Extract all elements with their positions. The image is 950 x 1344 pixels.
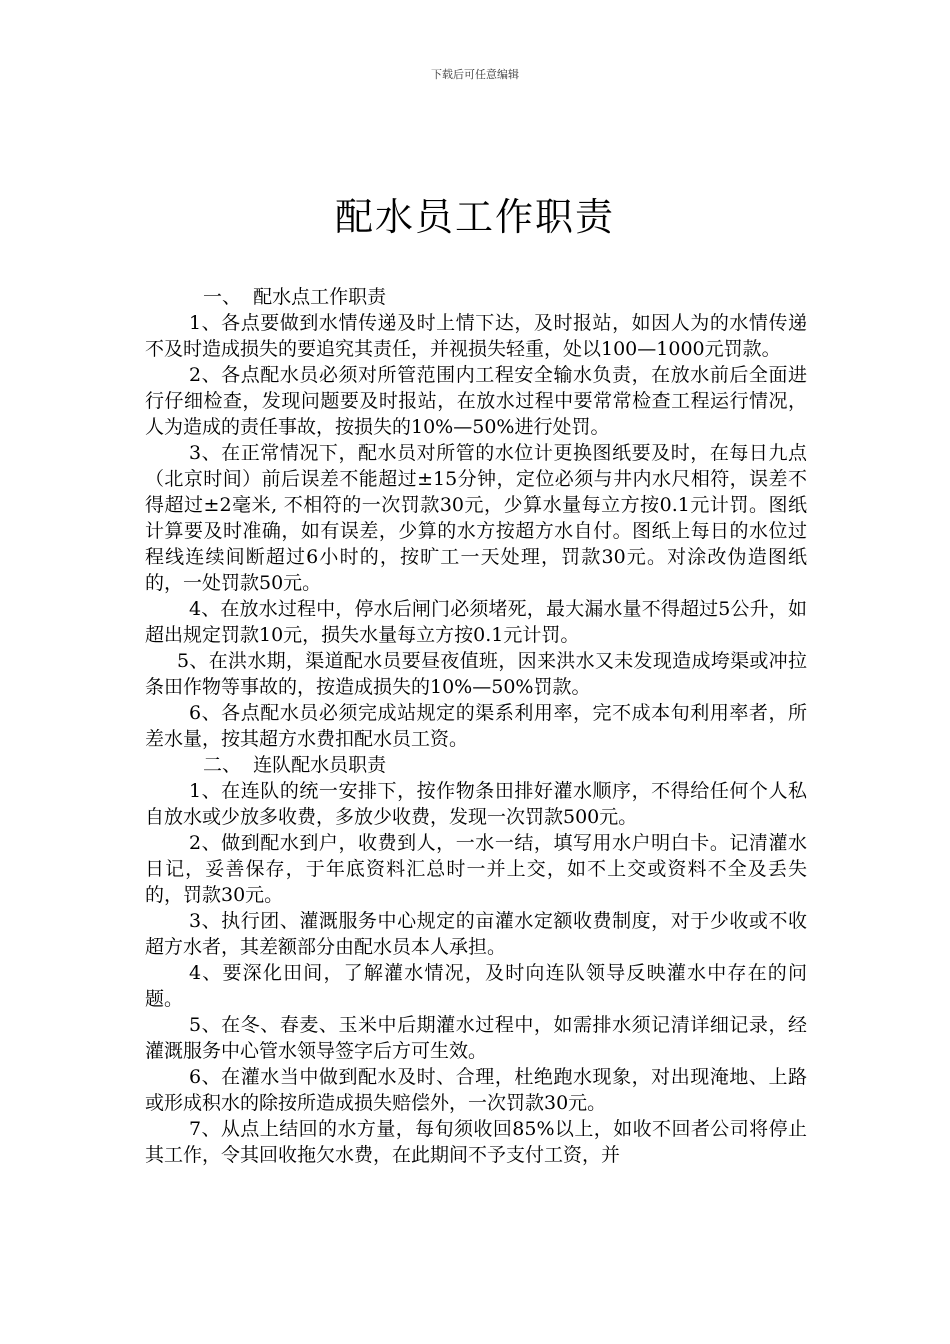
section-heading-1: 一、 配水点工作职责 — [203, 286, 387, 308]
paragraph: 4、在放水过程中，停水后闸门必须堵死，最大漏水量不得超过5公升，如超出规定罚款10元，损失水量每立方按0.1元计罚。 — [145, 598, 807, 646]
paragraph: 2、各点配水员必须对所管范围内工程安全输水负责，在放水前后全面进行仔细检查，发现问题要及时报站，在放水过程中要常常检查工程运行情况，人为造成的责任事故，按损失的10%—50%进行处罚。 — [145, 364, 807, 438]
paragraph: 2、做到配水到户，收费到人，一水一结，填写用水户明白卡。记清灌水日记，妥善保存，于年底资料汇总时一并上交，如不上交或资料不全及丢失的，罚款30元。 — [145, 832, 807, 906]
paragraph: 3、在正常情况下，配水员对所管的水位计更换图纸要及时，在每日九点（北京时间）前后误差不能超过±15分钟，定位必须与井内水尺相符，误差不得超过±2毫米, 不相符的一次罚款30元，少算水量每立方按0.1元计罚。图纸计算要及时准确，如有误差，少算的水方按超方水自付。图纸上每日的水位过程线连续间断超过6小时的，按旷工一天处理，罚款30元。对涂改伪造图纸的，一处罚款50元。 — [145, 442, 807, 594]
header-note: 下载后可任意编辑 — [431, 68, 519, 81]
paragraph: 4、要深化田间，了解灌水情况，及时向连队领导反映灌水中存在的问题。 — [145, 962, 807, 1010]
section-heading-2: 二、 连队配水员职责 — [203, 754, 387, 776]
paragraph: 5、在洪水期，渠道配水员要昼夜值班，因来洪水又未发现造成垮渠或冲拉条田作物等事故的，按造成损失的10%—50%罚款。 — [145, 650, 807, 698]
paragraph: 6、各点配水员必须完成站规定的渠系利用率，完不成本旬利用率者，所差水量，按其超方水费扣配水员工资。 — [145, 702, 807, 750]
paragraph: 6、在灌水当中做到配水及时、合理，杜绝跑水现象，对出现淹地、上路或形成积水的除按所造成损失赔偿外，一次罚款30元。 — [145, 1066, 807, 1114]
paragraph: 7、从点上结回的水方量，每旬须收回85%以上，如收不回者公司将停止其工作，令其回收拖欠水费，在此期间不予支付工资，并 — [145, 1118, 807, 1166]
document-body — [145, 284, 807, 1168]
paragraph: 3、执行团、灌溉服务中心规定的亩灌水定额收费制度，对于少收或不收超方水者，其差额部分由配水员本人承担。 — [145, 910, 807, 958]
paragraph: 5、在冬、春麦、玉米中后期灌水过程中，如需排水须记清详细记录，经灌溉服务中心管水领导签字后方可生效。 — [145, 1014, 807, 1062]
paragraph: 1、各点要做到水情传递及时上情下达，及时报站，如因人为的水情传递不及时造成损失的要追究其责任，并视损失轻重，处以100—1000元罚款。 — [145, 312, 807, 360]
paragraph: 1、在连队的统一安排下，按作物条田排好灌水顺序，不得给任何个人私自放水或少放多收费，多放少收费，发现一次罚款500元。 — [145, 780, 807, 828]
document-title: 配水员工作职责 — [334, 195, 615, 239]
